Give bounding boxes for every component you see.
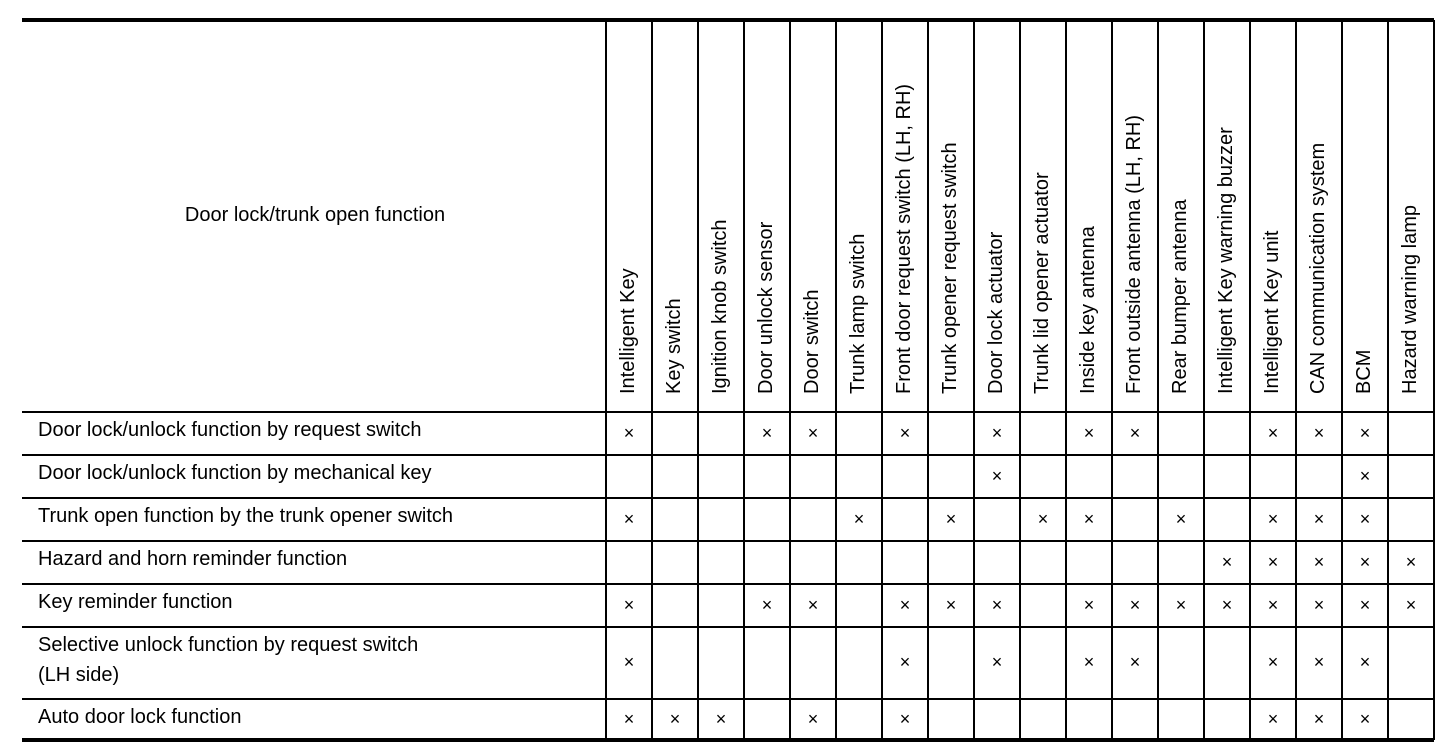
column-header <box>698 20 744 411</box>
applicability-mark: × <box>807 709 819 729</box>
column-header-label: Rear bumper antenna <box>1169 199 1191 394</box>
applicability-mark: × <box>1083 594 1095 615</box>
applicability-mark: × <box>1313 652 1325 672</box>
column-header-label: Hazard warning lamp <box>1399 205 1421 394</box>
column-header <box>882 20 928 411</box>
row-label-line: (LH side) <box>38 664 120 686</box>
applicability-mark: × <box>1359 709 1371 729</box>
applicability-mark: × <box>1267 652 1279 672</box>
row-divider <box>22 626 1434 628</box>
applicability-mark: × <box>1359 652 1371 672</box>
column-header-label: Door unlock sensor <box>755 221 777 394</box>
applicability-mark: × <box>991 594 1003 615</box>
applicability-mark: × <box>991 422 1003 443</box>
applicability-mark: × <box>623 508 635 529</box>
applicability-mark: × <box>1129 594 1141 615</box>
column-header <box>1388 20 1434 411</box>
column-header <box>1296 20 1342 411</box>
row-divider <box>22 454 1434 456</box>
column-header-label: Door switch <box>801 289 823 394</box>
applicability-mark: × <box>761 594 773 615</box>
applicability-mark: × <box>1267 422 1279 443</box>
applicability-mark: × <box>1359 465 1371 486</box>
applicability-mark: × <box>1313 709 1325 729</box>
column-header <box>790 20 836 411</box>
column-header-label: Trunk opener request switch <box>939 142 961 394</box>
applicability-mark: × <box>1129 652 1141 672</box>
row-divider <box>22 411 1434 413</box>
column-header <box>1158 20 1204 411</box>
applicability-mark: × <box>1037 508 1049 529</box>
applicability-mark: × <box>1313 508 1325 529</box>
row-divider <box>22 583 1434 585</box>
row-label: Trunk open function by the trunk opener switch <box>38 505 454 527</box>
column-header <box>974 20 1020 411</box>
column-header <box>1066 20 1112 411</box>
applicability-mark: × <box>1221 551 1233 572</box>
column-header <box>606 20 652 411</box>
applicability-mark: × <box>899 594 911 615</box>
applicability-mark: × <box>669 709 681 729</box>
column-header <box>652 20 698 411</box>
column-header-label: Door lock actuator <box>985 231 1007 394</box>
applicability-mark: × <box>945 508 957 529</box>
applicability-mark: × <box>1359 594 1371 615</box>
row-divider <box>22 540 1434 542</box>
applicability-mark: × <box>1129 422 1141 443</box>
applicability-mark: × <box>1267 508 1279 529</box>
column-header-label: BCM <box>1353 349 1375 394</box>
row-divider <box>22 497 1434 499</box>
column-header-label: Inside key antenna <box>1077 226 1099 394</box>
applicability-mark: × <box>899 422 911 443</box>
column-header-label: Intelligent Key unit <box>1261 230 1283 394</box>
column-header <box>928 20 974 411</box>
row-divider <box>22 698 1434 700</box>
row-label-line: Selective unlock function by request switch <box>38 634 419 656</box>
row-label: Key reminder function <box>38 591 233 613</box>
column-header-label: Ignition knob switch <box>709 219 731 394</box>
applicability-mark: × <box>899 709 911 729</box>
column-header <box>1020 20 1066 411</box>
applicability-mark: × <box>623 652 635 672</box>
applicability-mark: × <box>991 652 1003 672</box>
column-header-label: Key switch <box>663 298 685 394</box>
applicability-mark: × <box>899 652 911 672</box>
applicability-mark: × <box>1267 551 1279 572</box>
applicability-mark: × <box>715 709 727 729</box>
applicability-mark: × <box>1267 594 1279 615</box>
applicability-mark: × <box>1313 551 1325 572</box>
column-header <box>836 20 882 411</box>
column-header <box>744 20 790 411</box>
applicability-mark: × <box>1359 508 1371 529</box>
applicability-mark: × <box>807 422 819 443</box>
applicability-mark: × <box>1405 551 1417 572</box>
column-header <box>1112 20 1158 411</box>
corner-header-label: Door lock/trunk open function <box>184 204 446 226</box>
applicability-mark: × <box>1313 594 1325 615</box>
applicability-mark: × <box>623 594 635 615</box>
row-label: Hazard and horn reminder function <box>38 548 348 570</box>
applicability-mark: × <box>807 594 819 615</box>
applicability-mark: × <box>853 508 865 529</box>
applicability-mark: × <box>761 422 773 443</box>
applicability-mark: × <box>1359 422 1371 443</box>
column-header <box>1250 20 1296 411</box>
row-label: Door lock/unlock function by request switch <box>38 419 422 441</box>
column-header-label: Front outside antenna (LH, RH) <box>1123 114 1145 394</box>
row-label: Auto door lock function <box>38 706 242 728</box>
column-header-label: Trunk lid opener actuator <box>1031 172 1053 394</box>
applicability-mark: × <box>1083 508 1095 529</box>
applicability-mark: × <box>1175 594 1187 615</box>
column-header-label: Intelligent Key warning buzzer <box>1215 127 1237 394</box>
applicability-mark: × <box>1221 594 1233 615</box>
applicability-mark: × <box>1359 551 1371 572</box>
applicability-mark: × <box>1083 422 1095 443</box>
row-label <box>38 630 418 690</box>
applicability-mark: × <box>1405 594 1417 615</box>
applicability-mark: × <box>1175 508 1187 529</box>
applicability-mark: × <box>991 465 1003 486</box>
row-label: Door lock/unlock function by mechanical key <box>38 462 432 484</box>
column-header-label: Intelligent Key <box>617 268 639 394</box>
applicability-mark: × <box>623 709 635 729</box>
column-header-label: Trunk lamp switch <box>847 233 869 394</box>
applicability-mark: × <box>623 422 635 443</box>
applicability-mark: × <box>1267 709 1279 729</box>
column-header <box>1342 20 1388 411</box>
column-header-label: Front door request switch (LH, RH) <box>893 83 915 394</box>
table-bottom-rule <box>22 738 1434 742</box>
applicability-mark: × <box>1313 422 1325 443</box>
column-header-label: CAN communication system <box>1307 142 1329 394</box>
column-header <box>1204 20 1250 411</box>
applicability-mark: × <box>1083 652 1095 672</box>
applicability-mark: × <box>945 594 957 615</box>
